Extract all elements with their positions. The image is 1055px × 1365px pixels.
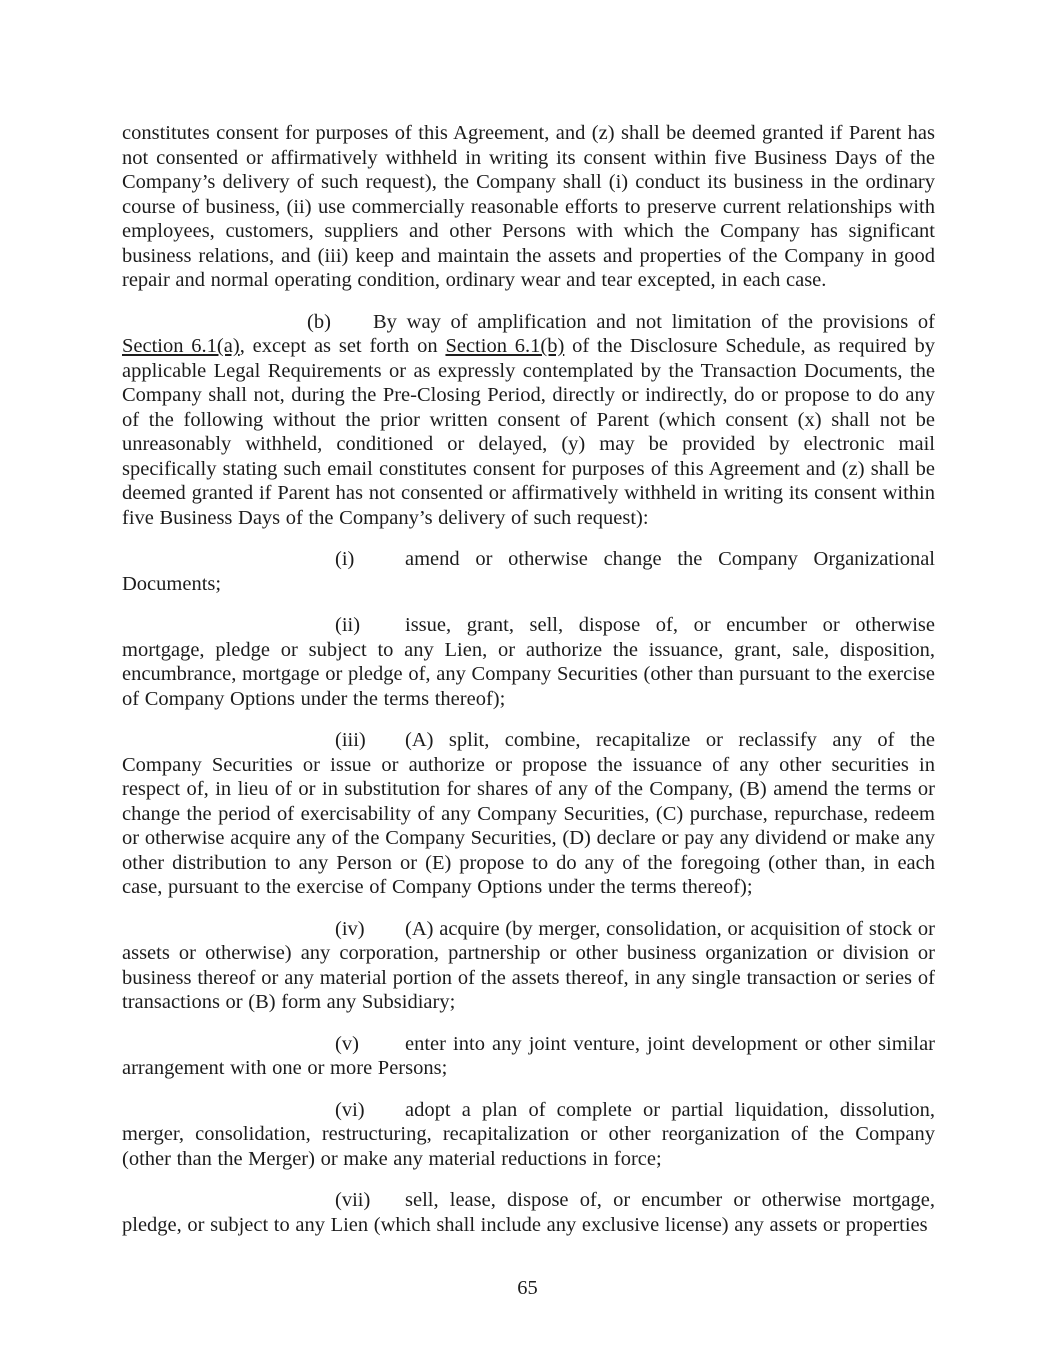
list-item-iii <box>122 728 935 900</box>
list-item-v <box>122 1032 935 1081</box>
section-ref-6-1-b: Section 6.1(b) <box>445 335 565 357</box>
item-vi-text: adopt a plan of complete or partial liquidation, dissolution, merger, consolidation, restructuring, recapitalization or other reorganization of the Company (other than the Merger) or make any material reductions in force; <box>122 1098 935 1170</box>
paragraph-continuation: constitutes consent for purposes of this Agreement, and (z) shall be deemed granted if Parent has not consented or affirmatively withheld in writing its consent within five Business Days of the Company’s delivery of such request), the Company shall (i) conduct its business in the ordinary course of business, (ii) use commercially reasonable efforts to preserve current relationships with employees, customers, suppliers and other Persons with which the Company has significant business relations, and (iii) keep and maintain the assets and properties of the Company in good repair and normal operating condition, ordinary wear and tear excepted, in each case. <box>122 122 935 291</box>
item-v-text: enter into any joint venture, joint development or other similar arrangement with one or more Persons; <box>122 1032 935 1079</box>
item-iv-marker: (iv) <box>335 917 365 940</box>
list-item-iv <box>122 917 935 1015</box>
item-v-marker: (v) <box>335 1032 359 1055</box>
paragraph-b-text-1: By way of amplification and not limitation of the provisions of <box>373 310 935 333</box>
list-item-vii <box>122 1188 935 1237</box>
item-vii-marker: (vii) <box>335 1189 371 1211</box>
item-ii-marker: (ii) <box>335 614 361 636</box>
item-iii-text: (A) split, combine, recapitalize or reclassify any of the Company Securities or issue or authorize or propose the issuance of any other securities in respect of, in lieu of or in substitution for shares of any of the Company, (B) amend the terms or change the period of exercisability of any Company Securities, (C) purchase, repurchase, redeem or otherwise acquire any of the Company Securities, (D) declare or pay any dividend or make any other distribution to any Person or (E) propose to do any of the foregoing (other than, in each case, pursuant to the exercise of Company Options under the terms thereof); <box>122 729 935 898</box>
list-item-vi <box>122 1098 935 1172</box>
list-item-i <box>122 547 935 596</box>
item-vi-marker: (vi) <box>335 1098 365 1121</box>
item-vii-text: sell, lease, dispose of, or encumber or otherwise mortgage, pledge, or subject to any Lien (which shall include any exclusive license) any assets or properties <box>122 1189 935 1236</box>
list-item-ii <box>122 613 935 711</box>
page-body-text <box>122 121 935 1237</box>
item-i-text: amend or otherwise change the Company Organizational Documents; <box>122 548 935 595</box>
paragraph-b-text-2: , except as set forth on <box>239 335 446 357</box>
item-i-marker: (i) <box>335 548 355 570</box>
paragraph-b <box>122 310 935 531</box>
section-ref-6-1-a: Section 6.1(a) <box>122 335 240 357</box>
item-iv-text: (A) acquire (by merger, consolidation, or acquisition of stock or assets or otherwise) any corporation, partnership or other business organization or division or business thereof or any material portion of the assets thereof, in any single transaction or series of transactions or (B) form any Subsidiary; <box>122 917 935 1013</box>
paragraph-b-text-3: of the Disclosure Schedule, as required by applicable Legal Requirements or as expressly contemplated by the Transaction Documents, the Company shall not, during the Pre-Closing Period, directly or indirectly, do or propose to do any of the following without the prior written consent of Parent (which consent (x) shall not be unreasonably withheld, conditioned or delayed, (y) may be provided by electronic mail specifically stating such email constitutes consent for purposes of this Agreement and (z) shall be deemed granted if Parent has not consented or affirmatively withheld in writing its consent within five Business Days of the Company’s delivery of such request): <box>122 335 935 529</box>
paragraph-b-marker: (b) <box>307 310 331 333</box>
item-ii-text: issue, grant, sell, dispose of, or encumber or otherwise mortgage, pledge or subject to any Lien, or authorize the issuance, grant, sale, disposition, encumbrance, mortgage or pledge of, any Company Securities (other than pursuant to the exercise of Company Options under the terms thereof); <box>122 614 935 710</box>
page-number: 65 <box>517 1277 538 1299</box>
item-iii-marker: (iii) <box>335 729 366 751</box>
